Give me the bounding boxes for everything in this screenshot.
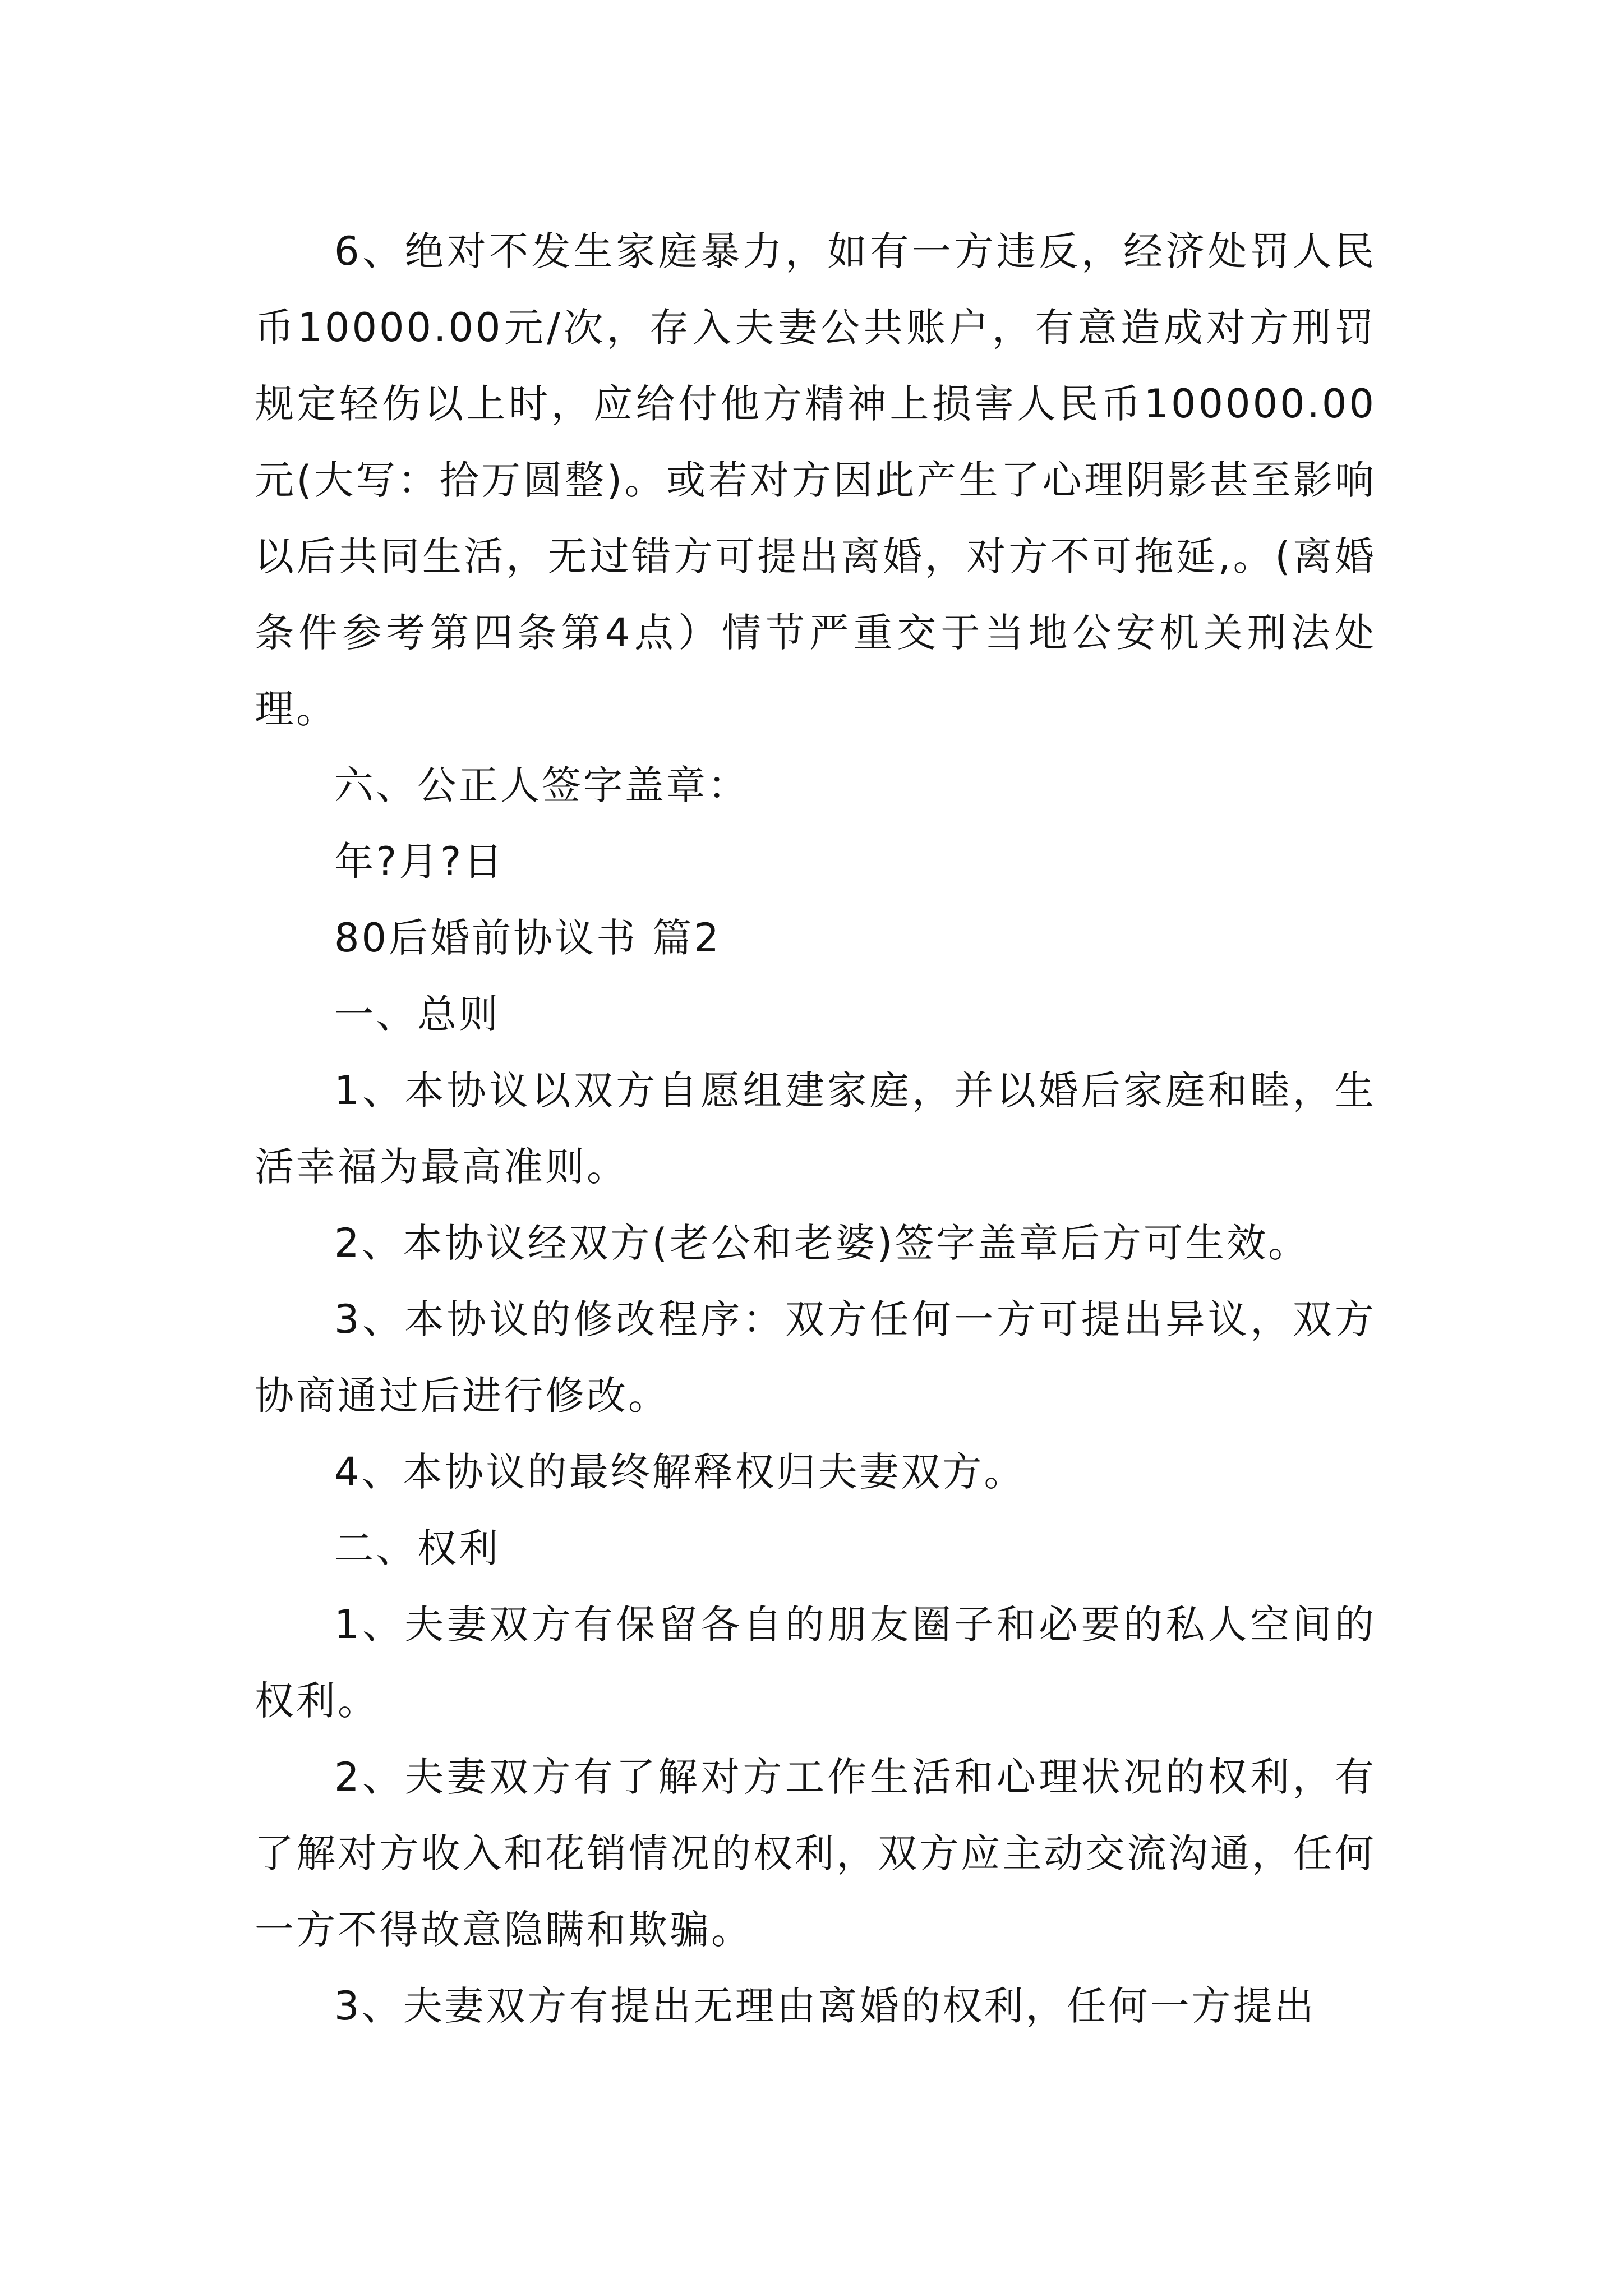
section-title: 80后婚前协议书 篇2	[334, 915, 721, 961]
paragraph-date: 年?月?日	[334, 839, 505, 885]
paragraph-rights-1: 1、夫妻双方有保留各自的朋友圈子和必要的私人空间的权利。	[255, 1602, 1376, 1724]
document-body	[255, 213, 1376, 2044]
paragraph-clause-6: 6、绝对不发生家庭暴力，如有一方违反，经济处罚人民币10000.00元/次，存入夫妻公共账户，有意造成对方刑罚规定轻伤以上时，应给付他方精神上损害人民币100000.00元(大写：拾万圆整)。或若对方因此产生了心理阴影甚至影响以后共同生活，无过错方可提出离婚，对方不可拖延,。(离婚条件参考第四条第4点）情节严重交于当地公安机关刑法处理。	[255, 228, 1376, 732]
paragraph-general-2: 2、本协议经双方(老公和老婆)签字盖章后方可生效。	[334, 1220, 1310, 1266]
paragraph-notary-signature: 六、公正人签字盖章：	[334, 762, 749, 808]
heading-rights: 二、权利	[334, 1525, 500, 1571]
paragraph-general-3: 3、本协议的修改程序：双方任何一方可提出异议，双方协商通过后进行修改。	[255, 1296, 1376, 1419]
paragraph-general-4: 4、本协议的最终解释权归夫妻双方。	[334, 1449, 1026, 1495]
heading-general-principles: 一、总则	[334, 991, 500, 1037]
paragraph-rights-3: 3、夫妻双方有提出无理由离婚的权利，任何一方提出	[334, 1983, 1316, 2029]
paragraph-general-1: 1、本协议以双方自愿组建家庭，并以婚后家庭和睦，生活幸福为最高准则。	[255, 1068, 1376, 1190]
paragraph-rights-2: 2、夫妻双方有了解对方工作生活和心理状况的权利，有了解对方收入和花销情况的权利，双方应主动交流沟通，任何一方不得故意隐瞒和欺骗。	[255, 1754, 1376, 1953]
